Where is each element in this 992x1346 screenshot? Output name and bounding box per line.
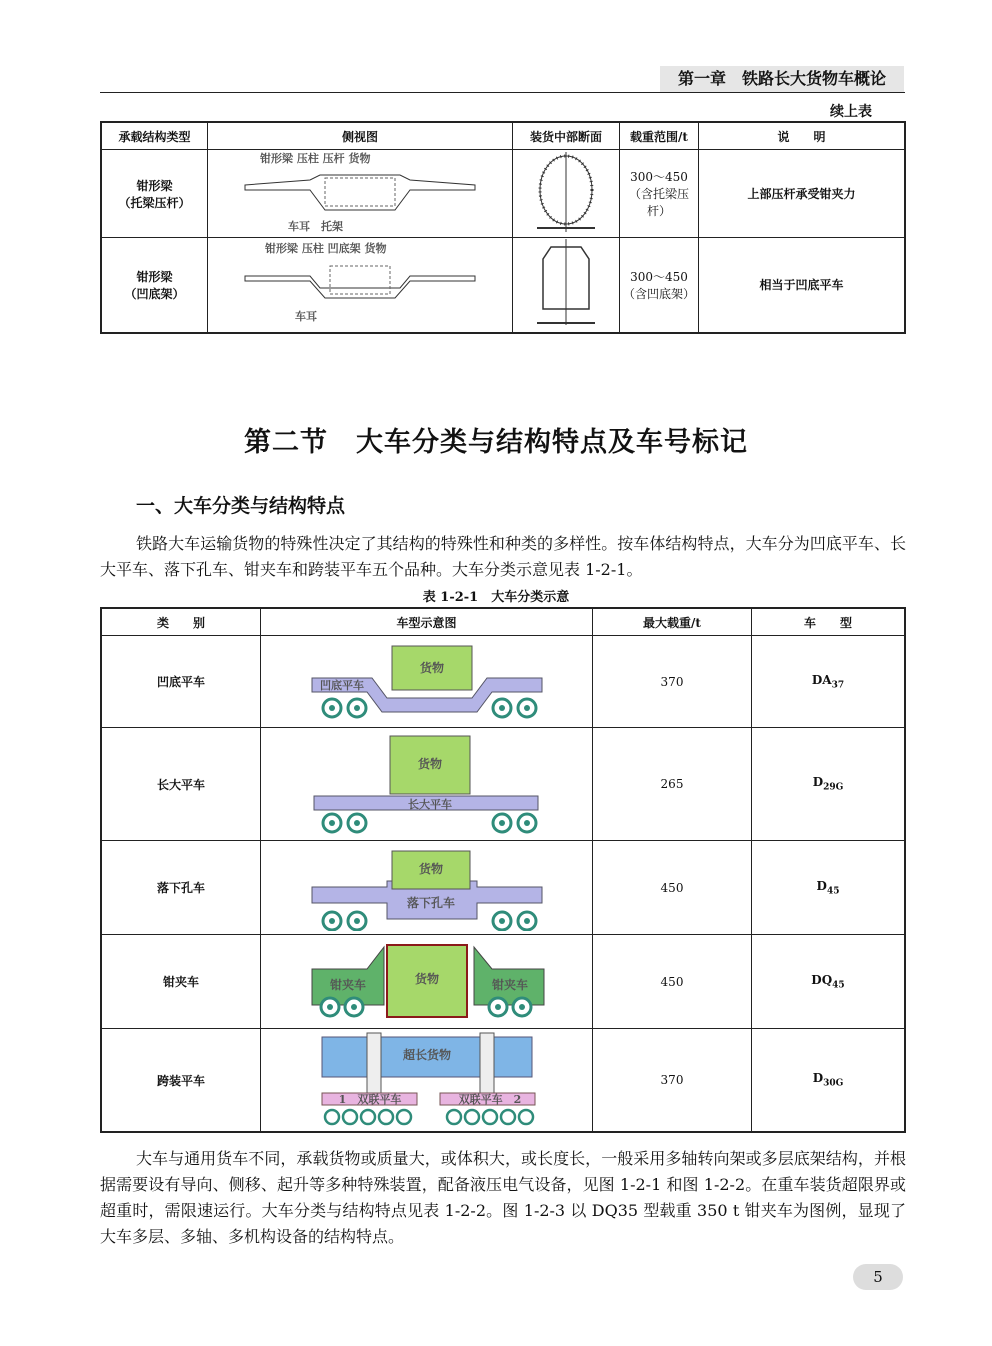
diagram-cell	[261, 1029, 593, 1133]
diagram-label: 钳夹车	[329, 978, 366, 992]
continued-label: 续上表	[830, 104, 872, 120]
col-header: 说 明	[699, 122, 906, 150]
vehicle-diagram	[262, 935, 592, 1025]
note-cell: 上部压杆承受钳夹力	[699, 150, 906, 238]
col-header: 载重范围/t	[620, 122, 699, 150]
table-row	[101, 935, 905, 1029]
col-header: 承载结构类型	[101, 122, 208, 150]
category-cell: 跨装平车	[101, 1029, 261, 1133]
col-header: 车型示意图	[261, 608, 593, 636]
diagram-cell	[261, 636, 593, 728]
category-cell: 钳夹车	[101, 935, 261, 1029]
vehicle-diagram	[262, 841, 592, 931]
diagram-cell	[261, 935, 593, 1029]
load-cell: 450	[593, 935, 752, 1029]
type-cell: 钳形梁 （凹底架）	[101, 238, 208, 333]
col-header: 车 型	[752, 608, 906, 636]
col-header: 装货中部断面	[513, 122, 620, 150]
section-cell	[513, 150, 620, 238]
diagram-label: 超长货物	[402, 1048, 451, 1062]
classification-table	[100, 607, 906, 1133]
load-cell: 370	[593, 636, 752, 728]
model-cell: $DQ_{45}$	[752, 935, 906, 1029]
table-row	[101, 150, 905, 238]
table-caption: 表 1-2-1 大车分类示意	[422, 590, 570, 605]
chapter-header: 第一章 铁路长大货物车概论	[660, 66, 904, 92]
category-cell: 长大平车	[101, 728, 261, 841]
load-cell: 370	[593, 1029, 752, 1133]
diagram-label: 货物	[418, 862, 443, 876]
table-row	[101, 1029, 905, 1133]
diagram-label: 货物	[417, 757, 442, 771]
note-cell: 相当于凹底平车	[699, 238, 906, 333]
section-title: 第二节 大车分类与结构特点及车号标记	[244, 427, 748, 458]
svg-text:车耳 托架: 车耳 托架	[288, 220, 343, 233]
continued-table	[100, 121, 906, 334]
section-diagram-2	[531, 239, 601, 327]
load-cell: 265	[593, 728, 752, 841]
table-row	[101, 728, 905, 841]
type-cell: 钳形梁 （托梁压杆）	[101, 150, 208, 238]
vehicle-diagram	[262, 728, 592, 837]
diagram-label: 货物	[419, 661, 444, 675]
section-diagram-1	[531, 152, 601, 232]
diagram-label: 货物	[414, 972, 439, 986]
category-cell: 凹底平车	[101, 636, 261, 728]
header-divider	[100, 92, 905, 93]
svg-text:车耳: 车耳	[295, 310, 317, 324]
section-cell	[513, 238, 620, 333]
side-view-diagram-2	[210, 238, 510, 328]
category-cell: 落下孔车	[101, 841, 261, 935]
col-header: 侧视图	[208, 122, 513, 150]
subsection-title: 一、大车分类与结构特点	[136, 495, 346, 517]
svg-text:钳形梁 压柱 压杆 货物: 钳形梁 压柱 压杆 货物	[260, 152, 371, 165]
vehicle-diagram	[262, 1029, 592, 1128]
side-view-cell	[208, 238, 513, 333]
diagram-label: 落下孔车	[406, 896, 455, 910]
page-number: 5	[853, 1264, 903, 1290]
load-cell: 450	[593, 841, 752, 935]
paragraph-1: 铁路大车运输货物的特殊性决定了其结构的特殊性和种类的多样性。按车体结构特点，大车分为凹底平车、长大平车、落下孔车、钳夹车和跨装平车五个品种。大车分类示意见表 1-2-1。	[100, 534, 906, 579]
table-row	[101, 841, 905, 935]
col-header: 最大载重/t	[593, 608, 752, 636]
table-row	[101, 238, 905, 333]
diagram-cell	[261, 841, 593, 935]
side-view-diagram-1	[210, 150, 510, 234]
range-cell: 300～450 （含托梁压杆）	[620, 150, 699, 238]
diagram-label: 双联平车 2	[458, 1093, 521, 1106]
diagram-label: 钳夹车	[491, 978, 528, 992]
vehicle-diagram	[262, 636, 592, 724]
model-cell: $D_{30G}$	[752, 1029, 906, 1133]
diagram-cell	[261, 728, 593, 841]
svg-text:钳形梁 压柱 凹底架 货物: 钳形梁 压柱 凹底架 货物	[265, 242, 387, 256]
paragraph-2: 大车与通用货车不同，承载货物或质量大，或体积大，或长度长，一般采用多轴转向架或多层底架结构，并根据需要设有导向、侧移、起升等多种特殊装置，配备液压电气设备，见图 1-2-1 和图 1-2-2。在重车装货超限界或超重时，需限速运行。大车分类与结构特点见表 1-2-2。图 1-2-3 以 DQ35 型载重 350 t 钳夹车为图例，显现了大车多层、多轴、多机构设备的结构特点。	[100, 1149, 906, 1246]
table-row	[101, 636, 905, 728]
diagram-label: 凹底平车	[319, 679, 364, 692]
model-cell: $D_{45}$	[752, 841, 906, 935]
range-cell: 300～450 （含凹底架）	[620, 238, 699, 333]
col-header: 类 别	[101, 608, 261, 636]
side-view-cell	[208, 150, 513, 238]
model-cell: $DA_{37}$	[752, 636, 906, 728]
diagram-label: 1 双联平车	[338, 1093, 401, 1106]
model-cell: $D_{29G}$	[752, 728, 906, 841]
diagram-label: 长大平车	[407, 798, 452, 811]
